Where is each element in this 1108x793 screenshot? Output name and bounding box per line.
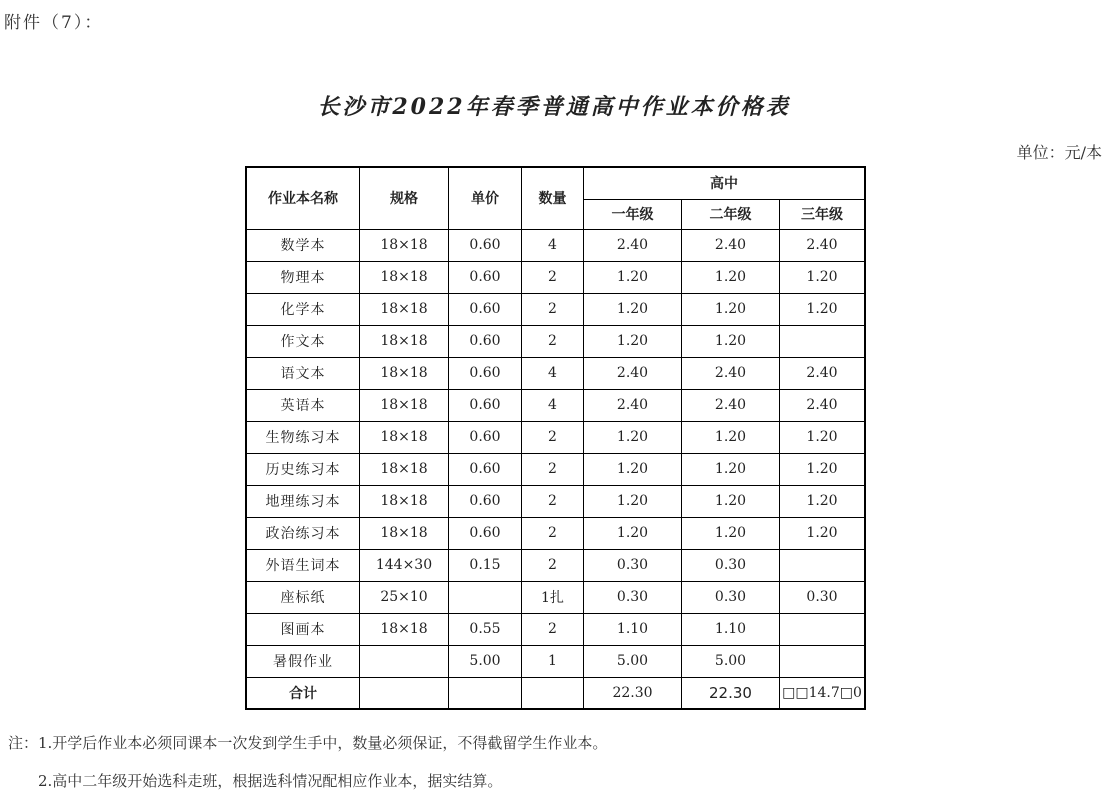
cell-price: 0.60: [449, 389, 522, 421]
unit-label: 单位：元/本: [1016, 143, 1102, 162]
cell-grade2: 2.40: [682, 357, 780, 389]
cell-grade3: 0.30: [780, 581, 866, 613]
cell-grade1: 5.00: [584, 645, 682, 677]
cell-name: 作文本: [246, 325, 360, 357]
cell-grade2: 1.10: [682, 613, 780, 645]
header-spec: 规格: [360, 167, 449, 229]
cell-name: 座标纸: [246, 581, 360, 613]
table-row: [246, 485, 865, 517]
cell-grade3: [780, 325, 866, 357]
total-grade2: 22.30: [682, 677, 780, 709]
cell-qty: 2: [522, 421, 584, 453]
cell-spec: 144×30: [360, 549, 449, 581]
cell-price: 0.15: [449, 549, 522, 581]
table-row: [246, 517, 865, 549]
cell-price: 0.60: [449, 453, 522, 485]
cell-grade3: 1.20: [780, 261, 866, 293]
total-grade3: □□14.7□0: [780, 677, 866, 709]
cell-grade2: 5.00: [682, 645, 780, 677]
cell-grade3: 1.20: [780, 485, 866, 517]
cell-qty: 1: [522, 645, 584, 677]
cell-name: 生物练习本: [246, 421, 360, 453]
table-row: [246, 229, 865, 261]
cell-qty: 2: [522, 613, 584, 645]
table-body: [246, 229, 865, 677]
cell-grade1: 1.20: [584, 421, 682, 453]
cell-spec: 18×18: [360, 453, 449, 485]
header-qty: 数量: [522, 167, 584, 229]
table-row: [246, 613, 865, 645]
table-row: [246, 421, 865, 453]
cell-grade1: 1.20: [584, 261, 682, 293]
cell-grade3: 1.20: [780, 517, 866, 549]
cell-grade1: 0.30: [584, 581, 682, 613]
cell-spec: 18×18: [360, 613, 449, 645]
cell-grade3: 2.40: [780, 389, 866, 421]
header-price: 单价: [449, 167, 522, 229]
cell-qty: 2: [522, 261, 584, 293]
cell-spec: 18×18: [360, 293, 449, 325]
cell-name: 图画本: [246, 613, 360, 645]
cell-spec: 18×18: [360, 517, 449, 549]
header-grade2: 二年级: [682, 199, 780, 229]
cell-grade2: 1.20: [682, 261, 780, 293]
cell-qty: 2: [522, 453, 584, 485]
cell-name: 英语本: [246, 389, 360, 421]
table-row: [246, 453, 865, 485]
total-qty: [522, 677, 584, 709]
cell-grade2: 1.20: [682, 293, 780, 325]
note-1: 注：1.开学后作业本必须同课本一次发到学生手中，数量必须保证，不得截留学生作业本。: [8, 734, 608, 752]
cell-price: 0.60: [449, 421, 522, 453]
cell-grade2: 1.20: [682, 485, 780, 517]
note-2: 2.高中二年级开始选科走班，根据选科情况配相应作业本，据实结算。: [38, 772, 503, 790]
cell-price: 0.60: [449, 261, 522, 293]
cell-grade1: 1.20: [584, 293, 682, 325]
cell-grade2: 1.20: [682, 325, 780, 357]
table-row: [246, 357, 865, 389]
cell-name: 地理练习本: [246, 485, 360, 517]
cell-qty: 2: [522, 485, 584, 517]
cell-grade2: 1.20: [682, 517, 780, 549]
cell-name: 暑假作业: [246, 645, 360, 677]
header-group: 高中: [584, 167, 866, 199]
cell-spec: 18×18: [360, 261, 449, 293]
cell-price: 0.60: [449, 357, 522, 389]
cell-qty: 2: [522, 293, 584, 325]
cell-name: 政治练习本: [246, 517, 360, 549]
cell-grade1: 1.10: [584, 613, 682, 645]
cell-qty: 1扎: [522, 581, 584, 613]
table-row: [246, 261, 865, 293]
cell-grade3: 2.40: [780, 229, 866, 261]
cell-grade1: 2.40: [584, 357, 682, 389]
page-title: 长沙市2022年春季普通高中作业本价格表: [317, 94, 791, 120]
cell-price: 5.00: [449, 645, 522, 677]
cell-grade2: 1.20: [682, 421, 780, 453]
cell-grade3: 1.20: [780, 293, 866, 325]
cell-grade1: 0.30: [584, 549, 682, 581]
cell-grade2: 2.40: [682, 229, 780, 261]
cell-name: 物理本: [246, 261, 360, 293]
cell-grade3: 2.40: [780, 357, 866, 389]
table-row: [246, 549, 865, 581]
cell-name: 历史练习本: [246, 453, 360, 485]
header-name: 作业本名称: [246, 167, 360, 229]
cell-grade2: 1.20: [682, 453, 780, 485]
cell-spec: 18×18: [360, 357, 449, 389]
table-row: [246, 293, 865, 325]
cell-qty: 2: [522, 517, 584, 549]
cell-grade1: 2.40: [584, 229, 682, 261]
total-row: [246, 677, 865, 709]
cell-name: 外语生词本: [246, 549, 360, 581]
cell-spec: 18×18: [360, 229, 449, 261]
cell-grade3: [780, 645, 866, 677]
cell-price: 0.55: [449, 613, 522, 645]
cell-grade2: 0.30: [682, 549, 780, 581]
cell-spec: 18×18: [360, 421, 449, 453]
cell-price: 0.60: [449, 485, 522, 517]
cell-grade3: [780, 549, 866, 581]
cell-qty: 4: [522, 357, 584, 389]
total-grade1: 22.30: [584, 677, 682, 709]
cell-price: 0.60: [449, 229, 522, 261]
cell-name: 数学本: [246, 229, 360, 261]
table-row: [246, 645, 865, 677]
cell-name: 化学本: [246, 293, 360, 325]
cell-qty: 2: [522, 549, 584, 581]
cell-grade3: 1.20: [780, 453, 866, 485]
cell-grade1: 1.20: [584, 517, 682, 549]
cell-grade3: [780, 613, 866, 645]
cell-grade2: 0.30: [682, 581, 780, 613]
price-table: [245, 166, 866, 710]
cell-qty: 2: [522, 325, 584, 357]
attachment-label: 附件（7）：: [4, 13, 104, 33]
cell-price: [449, 581, 522, 613]
header-grade3: 三年级: [780, 199, 866, 229]
cell-spec: [360, 645, 449, 677]
cell-price: 0.60: [449, 517, 522, 549]
cell-grade3: 1.20: [780, 421, 866, 453]
cell-price: 0.60: [449, 293, 522, 325]
cell-grade1: 2.40: [584, 389, 682, 421]
cell-price: 0.60: [449, 325, 522, 357]
cell-name: 语文本: [246, 357, 360, 389]
table-row: [246, 581, 865, 613]
table-row: [246, 325, 865, 357]
cell-grade2: 2.40: [682, 389, 780, 421]
total-price: [449, 677, 522, 709]
cell-grade1: 1.20: [584, 485, 682, 517]
cell-spec: 25×10: [360, 581, 449, 613]
header-grade1: 一年级: [584, 199, 682, 229]
total-label: 合计: [246, 677, 360, 709]
cell-grade1: 1.20: [584, 453, 682, 485]
cell-spec: 18×18: [360, 485, 449, 517]
table-row: [246, 389, 865, 421]
cell-spec: 18×18: [360, 325, 449, 357]
cell-qty: 4: [522, 389, 584, 421]
total-spec: [360, 677, 449, 709]
cell-qty: 4: [522, 229, 584, 261]
cell-grade1: 1.20: [584, 325, 682, 357]
cell-spec: 18×18: [360, 389, 449, 421]
